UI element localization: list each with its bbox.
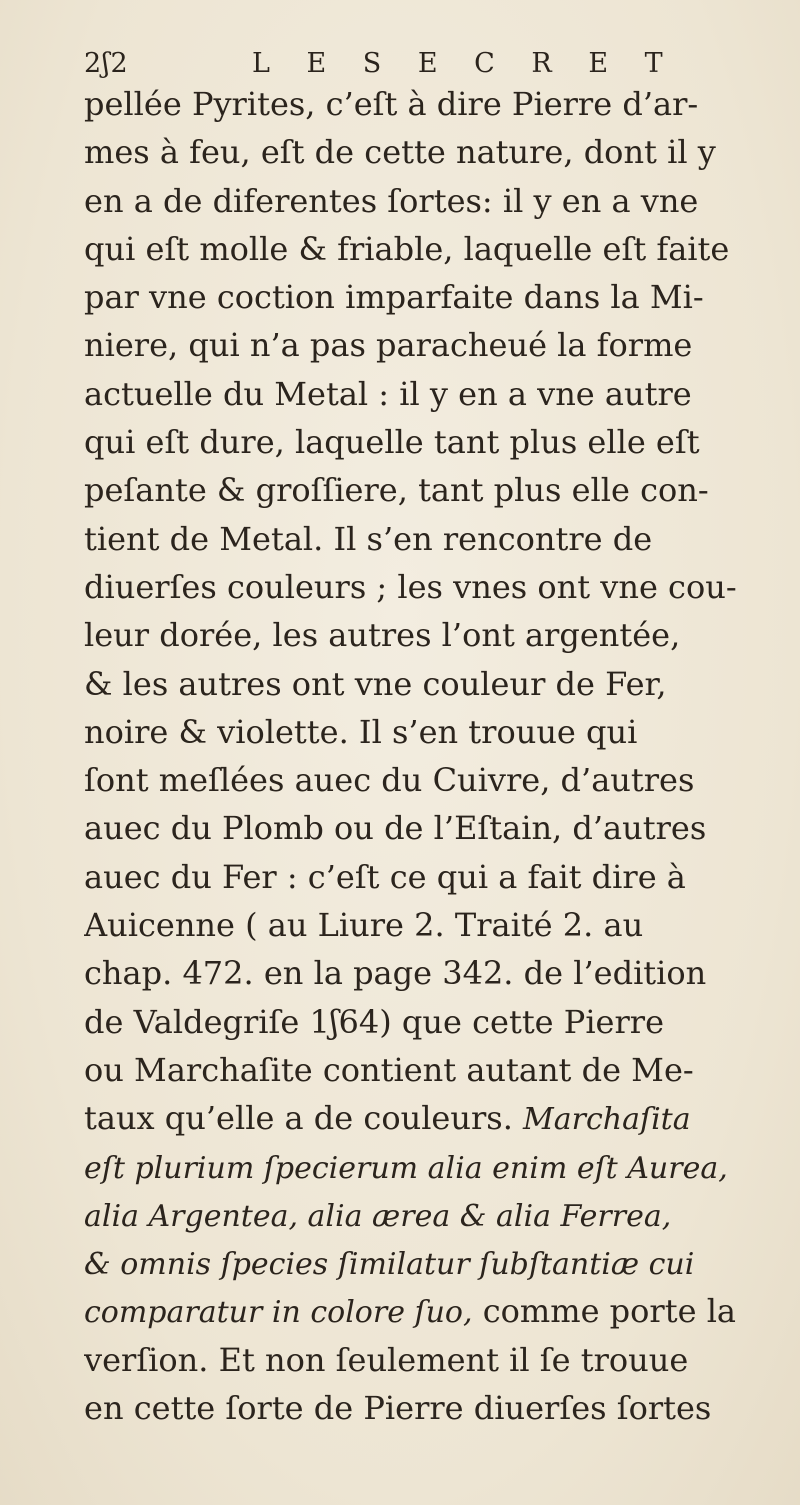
text-fragment: qui eſt dure, laquelle tant plus elle eſt — [84, 423, 700, 462]
text-line — [84, 128, 774, 176]
text-fragment: pellée Pyrites, c’eſt à dire Pierre d’ar- — [84, 85, 699, 123]
text-fragment: diuerſes couleurs ; les vnes ont vne cou- — [84, 567, 737, 606]
text-fragment: niere, qui n’a pas paracheué la forme — [84, 326, 693, 365]
text-fragment: noire & violette. Il s’en trouue qui — [84, 712, 638, 751]
text-line — [84, 804, 774, 852]
text-line — [84, 418, 774, 466]
latin-quotation-fragment: & omnis ſpecies ſimilatur ſubſtantiæ cui — [84, 1247, 695, 1283]
running-title: L E S E C R E T — [252, 48, 677, 79]
text-fragment: auec du Plomb ou de l’Eſtain, d’autres — [84, 809, 707, 848]
text-line — [84, 901, 774, 949]
text-line — [84, 225, 774, 273]
text-line — [84, 466, 774, 514]
text-line — [84, 80, 774, 128]
text-fragment: comme porte la — [472, 1292, 736, 1331]
text-line — [84, 853, 774, 901]
latin-quotation-fragment: comparatur in colore ſuo, — [84, 1295, 473, 1331]
text-line — [84, 949, 774, 997]
text-fragment: auec du Fer : c’eſt ce qui a fait dire à — [84, 857, 686, 896]
text-line — [84, 1239, 774, 1287]
text-fragment: peſante & groſſiere, tant plus elle con- — [84, 471, 709, 510]
latin-quotation-fragment: eſt plurium ſpecierum alia enim eſt Aurea, — [84, 1150, 728, 1186]
text-fragment: mes à feu, eſt de cette nature, dont il y — [84, 133, 716, 172]
body-text — [84, 80, 774, 1432]
text-line — [84, 1191, 774, 1239]
text-line — [84, 756, 774, 804]
text-line — [84, 611, 774, 659]
text-line — [84, 1336, 774, 1384]
text-line — [84, 370, 774, 418]
text-line — [84, 177, 774, 225]
text-line — [84, 1046, 774, 1094]
text-line — [84, 273, 774, 321]
text-fragment: chap. 472. en la page 342. de l’edition — [84, 954, 707, 993]
text-fragment: taux qu’elle a de couleurs. — [84, 1099, 524, 1138]
text-fragment: en a de diferentes ſortes: il y en a vne — [84, 181, 699, 220]
text-line — [84, 708, 774, 756]
text-fragment: qui eſt molle & friable, laquelle eſt faite — [84, 229, 730, 268]
text-line — [84, 321, 774, 369]
text-fragment: leur dorée, les autres l’ont argentée, — [84, 616, 681, 655]
text-fragment: de Valdegriſe 1ʃ64) que cette Pierre — [84, 1002, 665, 1041]
text-line — [84, 1143, 774, 1191]
text-fragment: ſont meſlées auec du Cuivre, d’autres — [84, 761, 695, 800]
latin-quotation-fragment: Marchaſita — [523, 1102, 691, 1138]
text-line — [84, 998, 774, 1046]
text-fragment: en cette ſorte de Pierre diuerſes ſortes — [84, 1389, 712, 1428]
text-fragment: & les autres ont vne couleur de Fer, — [84, 664, 667, 703]
text-fragment: tient de Metal. Il s’en rencontre de — [84, 519, 653, 558]
text-fragment: actuelle du Metal : il y en a vne autre — [84, 374, 692, 413]
text-line — [84, 1287, 774, 1335]
text-fragment: Auicenne ( au Liure 2. Traité 2. au — [84, 906, 644, 945]
page-number: 2ʃ2 — [84, 48, 129, 79]
text-line — [84, 563, 774, 611]
latin-quotation-fragment: alia Argentea, alia ærea & alia Ferrea, — [84, 1198, 672, 1234]
text-line — [84, 515, 774, 563]
text-line — [84, 1094, 774, 1142]
text-fragment: verſion. Et non ſeulement il ſe trouue — [84, 1340, 689, 1379]
text-line — [84, 660, 774, 708]
text-fragment: ou Marchaſite contient autant de Me- — [84, 1050, 694, 1089]
text-line — [84, 1384, 774, 1432]
text-fragment: par vne coction imparfaite dans la Mi- — [84, 278, 704, 317]
